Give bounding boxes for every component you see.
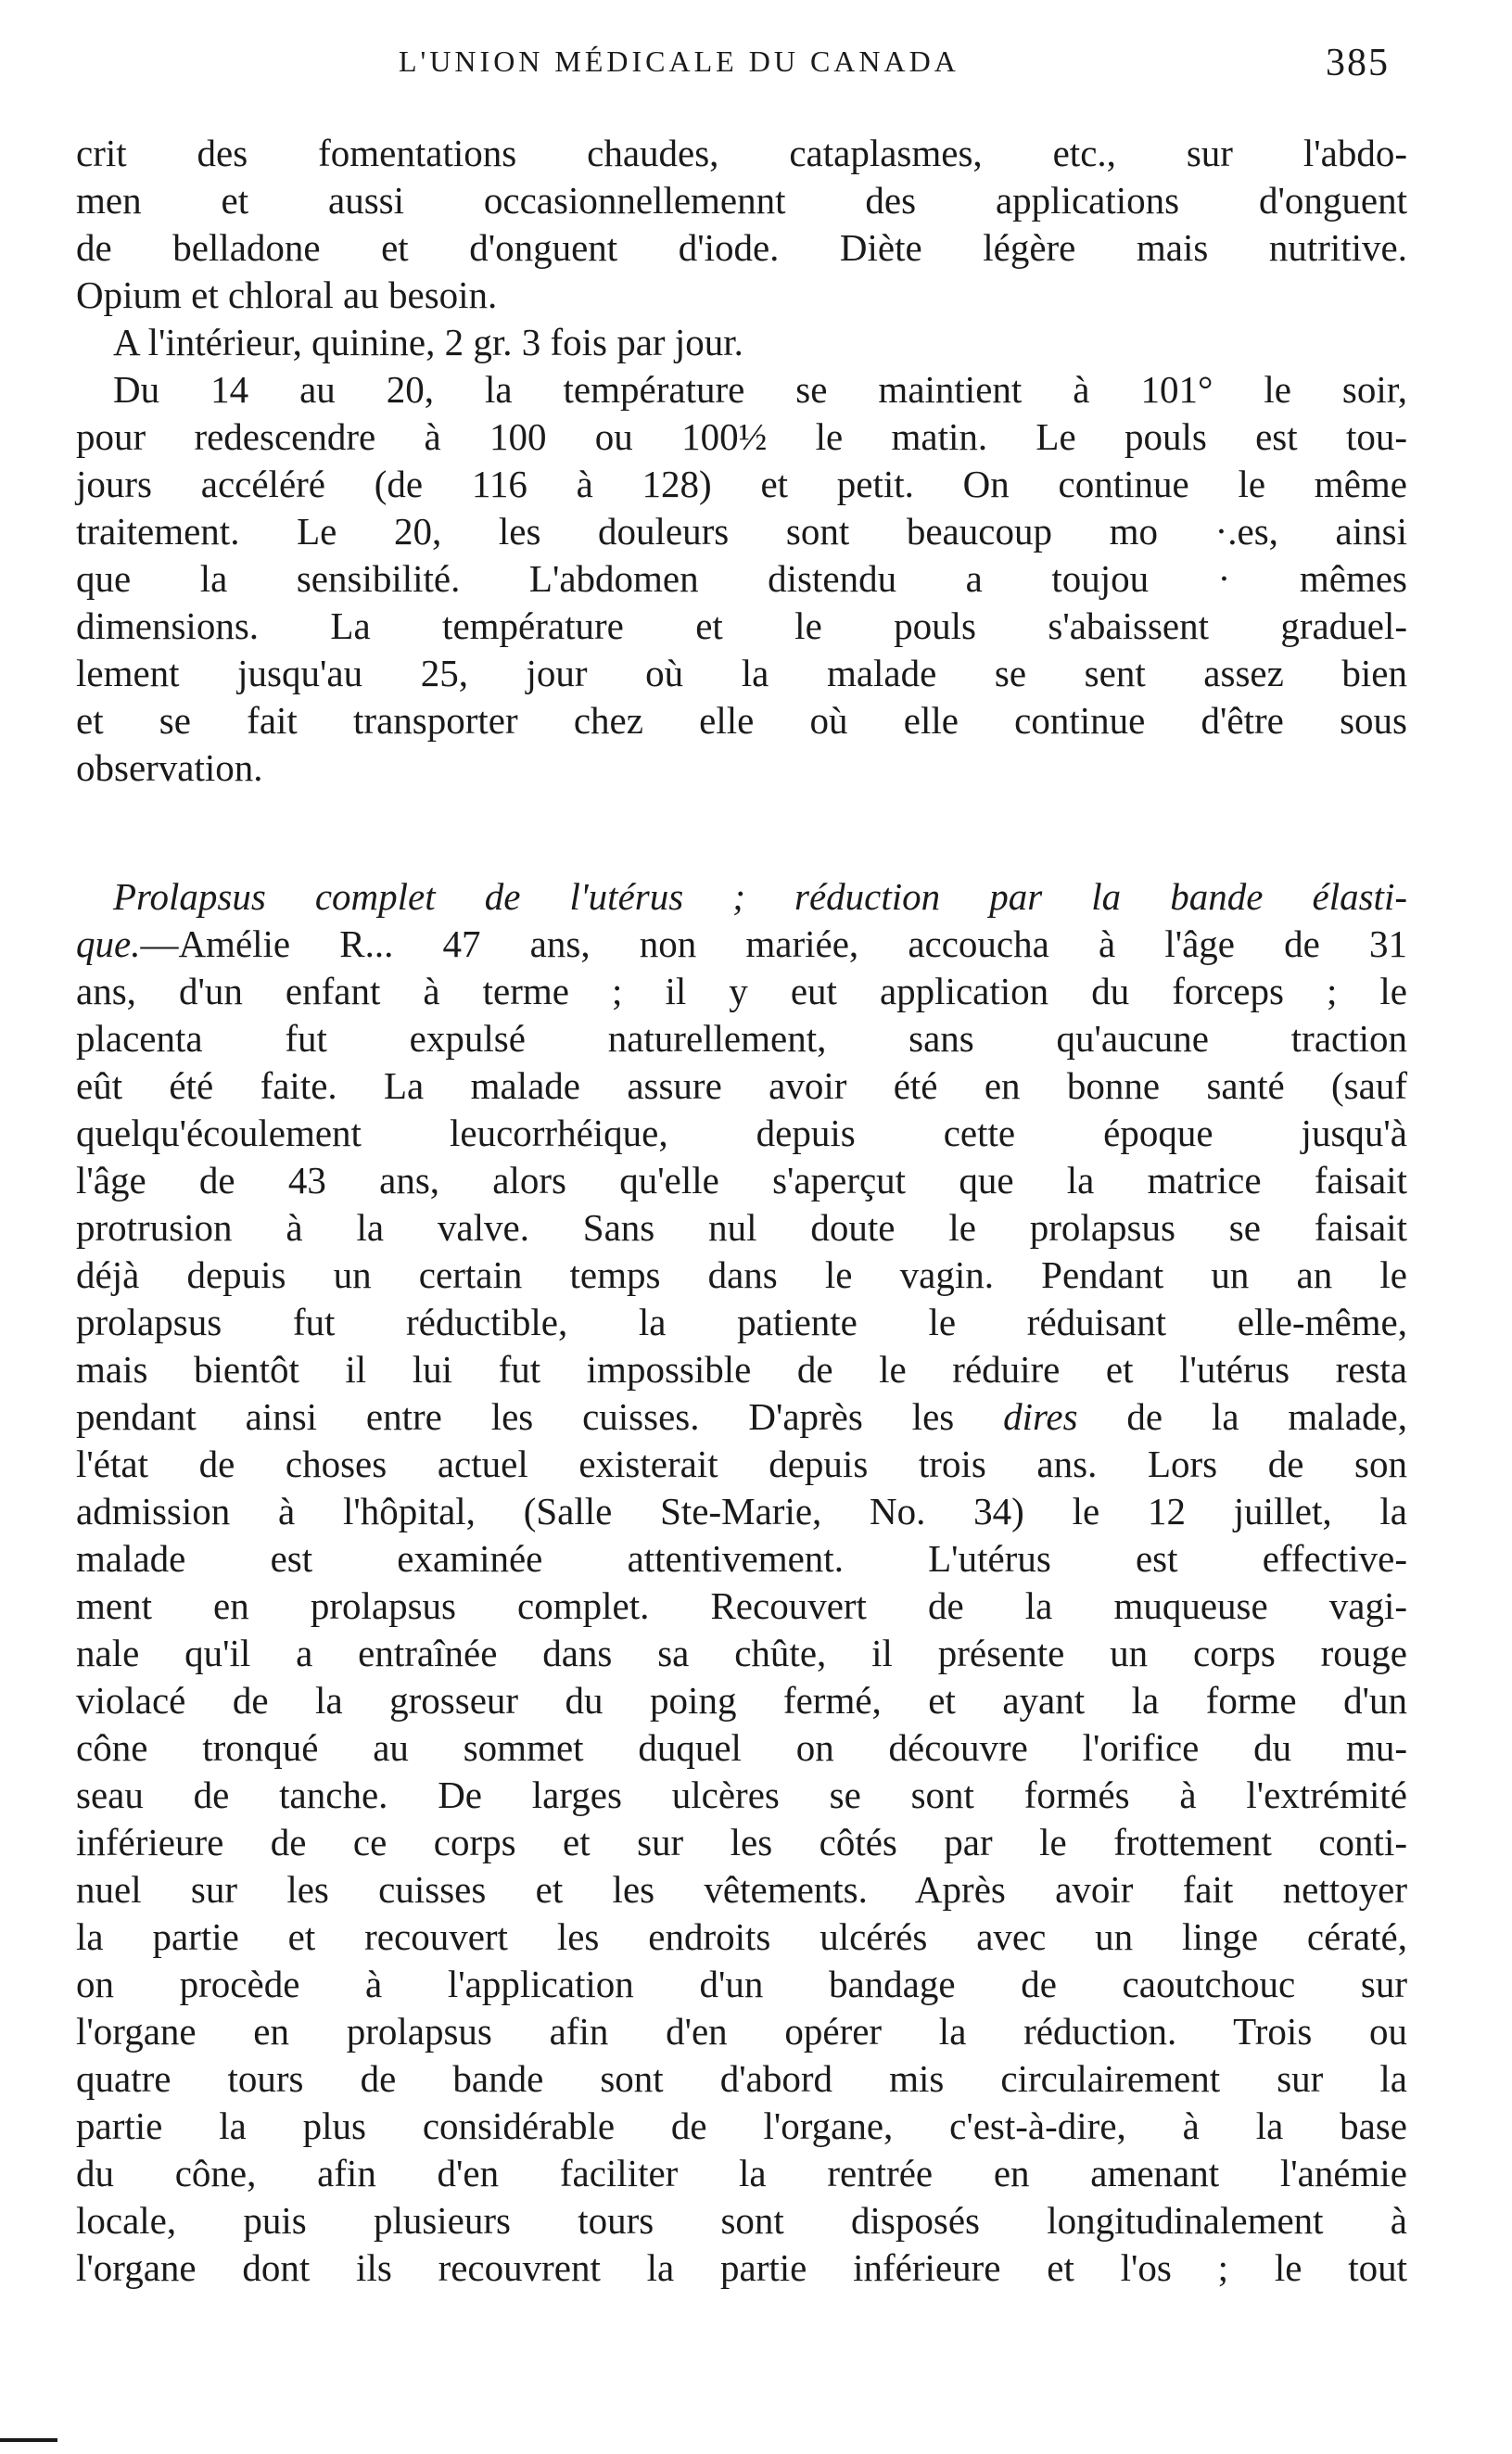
text-run: déjà depuis un certain temps dans le vagin. Pendant un an le	[76, 1253, 1407, 1296]
text-run: du cône, afin d'en faciliter la rentrée en amenant l'anémie	[76, 2152, 1407, 2194]
text-run: inférieure de ce corps et sur les côtés par le frottement conti-	[76, 1821, 1407, 1863]
text-run: l'organe en prolapsus afin d'en opérer la réduction. Trois ou	[76, 2010, 1407, 2053]
text-line	[76, 1488, 1407, 1535]
text-line	[76, 2197, 1407, 2244]
text-run: admission à l'hôpital, (Salle Ste-Marie, No. 34) le 12 juillet, la	[76, 1490, 1407, 1532]
text-run: l'organe dont ils recouvrent la partie inférieure et l'os ; le tout	[76, 2246, 1407, 2289]
text-run: eût été faite. La malade assure avoir été en bonne santé (sauf	[76, 1064, 1407, 1107]
text-line	[76, 650, 1407, 697]
text-line	[76, 1961, 1407, 2008]
text-run: et se fait transporter chez elle où elle continue d'être sous	[76, 699, 1407, 742]
text-run: dimensions. La température et le pouls s'abaissent graduel-	[76, 604, 1407, 647]
text-run: crit des fomentations chaudes, cataplasmes, etc., sur l'abdo-	[76, 132, 1407, 174]
text-run: mais bientôt il lui fut impossible de le réduire et l'utérus resta	[76, 1348, 1407, 1391]
text-run: Du 14 au 20, la température se maintient à 101° le soir,	[113, 368, 1407, 411]
paragraph	[76, 366, 1407, 792]
text-run: nale qu'il a entraînée dans sa chûte, il présente un corps rouge	[76, 1632, 1407, 1674]
text-line	[76, 1914, 1407, 1961]
text-line	[76, 2103, 1407, 2150]
text-run: ment en prolapsus complet. Recouvert de la muqueuse vagi-	[76, 1584, 1407, 1627]
text-line	[76, 2008, 1407, 2055]
text-line	[76, 366, 1407, 413]
text-line	[76, 555, 1407, 603]
text-line	[76, 1772, 1407, 1819]
text-run: prolapsus fut réductible, la patiente le réduisant elle-même,	[76, 1301, 1407, 1343]
text-line	[76, 921, 1407, 968]
text-run: l'âge de 43 ans, alors qu'elle s'aperçut que la matrice faisait	[76, 1159, 1407, 1202]
text-run: violacé de la grosseur du poing fermé, et ayant la forme d'un	[76, 1679, 1407, 1722]
paragraph	[76, 130, 1407, 319]
text-line	[76, 968, 1407, 1015]
text-line	[76, 1724, 1407, 1772]
text-run: nuel sur les cuisses et les vêtements. Après avoir fait nettoyer	[76, 1868, 1407, 1911]
text-line	[76, 1866, 1407, 1914]
text-run: pour redescendre à 100 ou 100½ le matin. Le pouls est tou-	[76, 415, 1407, 458]
text-line	[76, 1346, 1407, 1393]
text-run: seau de tanche. De larges ulcères se sont formés à l'extrémité	[76, 1774, 1407, 1816]
scan-edge-mark	[0, 2438, 57, 2442]
text-line	[76, 1252, 1407, 1299]
text-line	[76, 508, 1407, 555]
text-line	[76, 1441, 1407, 1488]
text-run: ans, d'un enfant à terme ; il y eut application du forceps ; le	[76, 970, 1407, 1012]
text-line	[76, 1583, 1407, 1630]
paragraph	[76, 319, 1407, 366]
paragraph	[76, 873, 1407, 2292]
text-line	[76, 1110, 1407, 1157]
text-line	[76, 1393, 1407, 1441]
body-text	[76, 130, 1407, 2292]
text-line	[76, 1535, 1407, 1583]
text-run: quatre tours de bande sont d'abord mis circulairement sur la	[76, 2057, 1407, 2100]
text-run: l'état de choses actuel existerait depuis trois ans. Lors de son	[76, 1443, 1407, 1485]
journal-title: L'UNION MÉDICALE DU CANADA	[399, 45, 959, 78]
text-run: jours accéléré (de 116 à 128) et petit. On continue le même	[76, 463, 1407, 505]
text-line	[76, 2244, 1407, 2292]
text-line	[76, 697, 1407, 744]
text-line	[76, 1015, 1407, 1062]
italic-text: dires	[1003, 1395, 1078, 1438]
text-run: locale, puis plusieurs tours sont disposés longitudinalement à	[76, 2199, 1407, 2242]
text-line	[76, 1819, 1407, 1866]
text-run: malade est examinée attentivement. L'utérus est effective-	[76, 1537, 1407, 1580]
text-run: observation.	[76, 746, 263, 789]
text-line	[76, 177, 1407, 224]
text-run: de belladone et d'onguent d'iode. Diète légère mais nutritive.	[76, 226, 1407, 269]
text-line	[76, 1157, 1407, 1204]
page-number: 385	[1326, 42, 1390, 84]
running-head	[0, 42, 1512, 100]
text-line	[76, 603, 1407, 650]
text-line	[76, 319, 1407, 366]
text-line	[76, 461, 1407, 508]
text-run: lement jusqu'au 25, jour où la malade se sent assez bien	[76, 652, 1407, 694]
text-line	[76, 873, 1407, 921]
text-run: de la malade,	[1077, 1395, 1407, 1438]
text-run: on procède à l'application d'un bandage de caoutchouc sur	[76, 1963, 1407, 2005]
text-line	[76, 272, 1407, 319]
text-line	[76, 2150, 1407, 2197]
text-run: cône tronqué au sommet duquel on découvre l'orifice du mu-	[76, 1726, 1407, 1769]
italic-text: Prolapsus complet de l'utérus ; réduction par la bande élasti-	[113, 875, 1407, 918]
text-run: traitement. Le 20, les douleurs sont beaucoup mo ·.es, ainsi	[76, 510, 1407, 553]
text-line	[76, 1677, 1407, 1724]
text-line	[76, 1630, 1407, 1677]
text-run: protrusion à la valve. Sans nul doute le prolapsus se faisait	[76, 1206, 1407, 1249]
text-run: pendant ainsi entre les cuisses. D'après les	[76, 1395, 1004, 1438]
text-line	[76, 130, 1407, 177]
text-line	[76, 1204, 1407, 1252]
text-line	[76, 413, 1407, 461]
text-run: —Amélie R... 47 ans, non mariée, accoucha à l'âge de 31	[140, 922, 1407, 965]
text-run: partie la plus considérable de l'organe, c'est-à-dire, à la base	[76, 2104, 1407, 2147]
paragraph-gap	[76, 792, 1407, 873]
text-line	[76, 224, 1407, 272]
text-run: que la sensibilité. L'abdomen distendu a toujou · mêmes	[76, 557, 1407, 600]
text-line	[76, 1062, 1407, 1110]
italic-text: que.	[76, 922, 141, 965]
text-line	[76, 1299, 1407, 1346]
text-run: la partie et recouvert les endroits ulcérés avec un linge cératé,	[76, 1915, 1407, 1958]
text-run: placenta fut expulsé naturellement, sans qu'aucune traction	[76, 1017, 1407, 1060]
text-run: men et aussi occasionnellemennt des applications d'onguent	[76, 179, 1407, 222]
text-run: quelqu'écoulement leucorrhéique, depuis cette époque jusqu'à	[76, 1112, 1407, 1154]
text-line	[76, 2055, 1407, 2103]
text-run: Opium et chloral au besoin.	[76, 273, 498, 316]
text-run: A l'intérieur, quinine, 2 gr. 3 fois par jour.	[113, 321, 743, 363]
text-line	[76, 744, 1407, 792]
